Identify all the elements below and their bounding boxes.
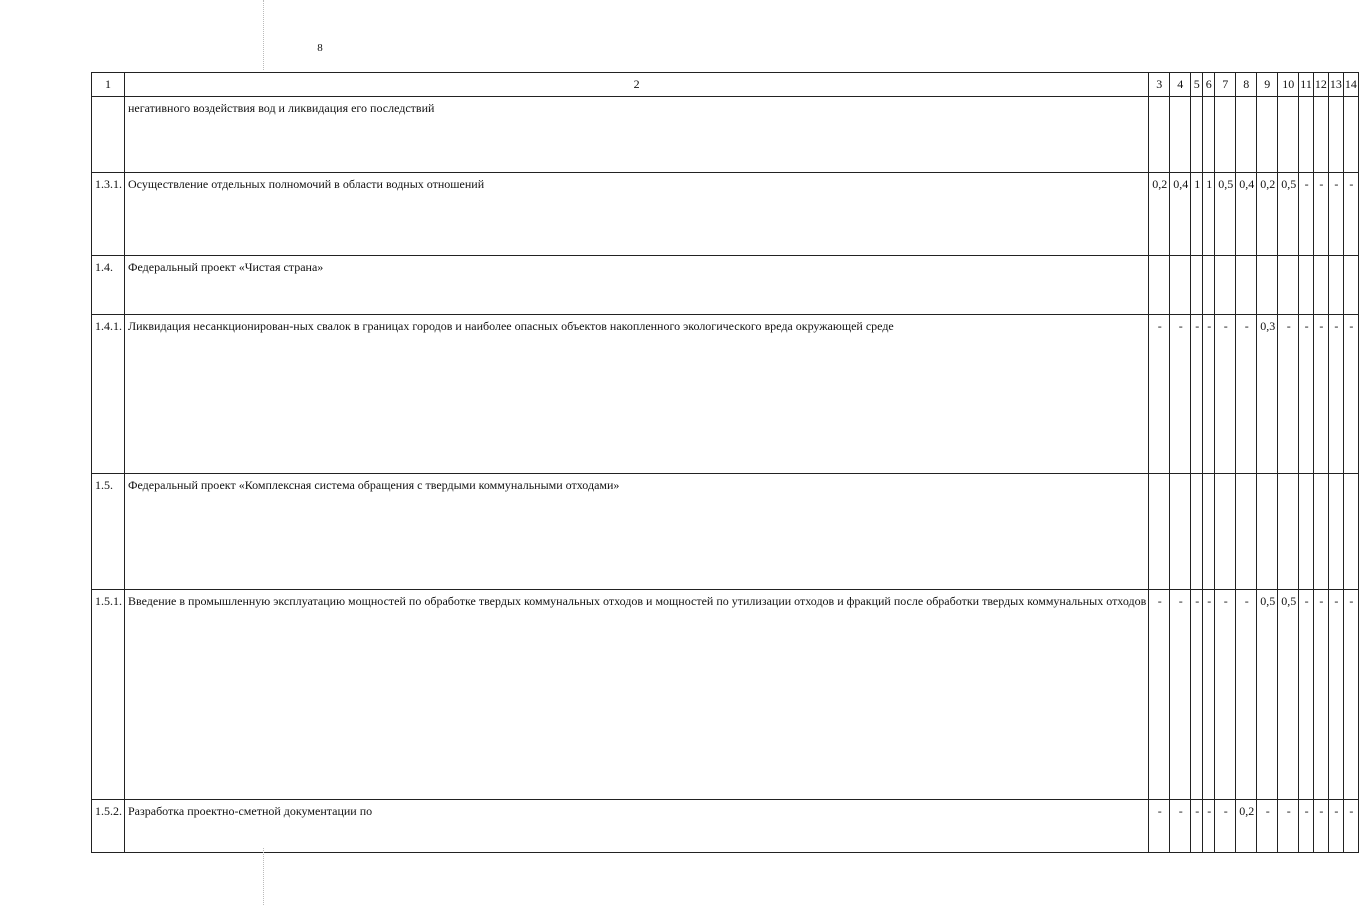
column-header: 8 — [1236, 73, 1257, 97]
row-value — [1343, 256, 1358, 315]
row-number: 1.5.2. — [92, 800, 125, 853]
row-value: - — [1215, 590, 1236, 800]
row-value — [1328, 256, 1343, 315]
row-value: - — [1328, 800, 1343, 853]
row-value — [1278, 256, 1299, 315]
row-value: 0,2 — [1149, 173, 1170, 256]
row-value — [1215, 97, 1236, 173]
row-value: - — [1170, 315, 1191, 474]
column-header: 5 — [1191, 73, 1203, 97]
row-name: Ликвидация несанкционирован-ных свалок в границах городов и наиболее опасных объектов накопленного экологического вреда окружающей среде — [125, 315, 1149, 474]
column-header: 2 — [125, 73, 1149, 97]
column-header: 3 — [1149, 73, 1170, 97]
row-value: - — [1313, 315, 1328, 474]
row-value — [1236, 474, 1257, 590]
row-value — [1343, 474, 1358, 590]
row-value: - — [1278, 800, 1299, 853]
row-value — [1170, 256, 1191, 315]
row-value: 1 — [1203, 173, 1215, 256]
row-value: - — [1313, 590, 1328, 800]
row-number: 1.5. — [92, 474, 125, 590]
row-value: - — [1191, 800, 1203, 853]
row-value: - — [1236, 315, 1257, 474]
row-name: Федеральный проект «Чистая страна» — [125, 256, 1149, 315]
row-name: Введение в промышленную эксплуатацию мощностей по обработке твердых коммунальных отходов и мощностей по утилизации отходов и фракций после обработки твердых коммунальных отходов — [125, 590, 1149, 800]
row-number: 1.4.1. — [92, 315, 125, 474]
row-value — [1203, 256, 1215, 315]
row-value: - — [1299, 315, 1314, 474]
row-value — [1149, 256, 1170, 315]
row-value: - — [1343, 173, 1358, 256]
row-number: 1.3.1. — [92, 173, 125, 256]
row-value: 1 — [1191, 173, 1203, 256]
table-row — [92, 315, 1359, 474]
row-value — [1170, 474, 1191, 590]
row-value — [1343, 97, 1358, 173]
row-value: - — [1191, 315, 1203, 474]
row-value — [1191, 97, 1203, 173]
table-row — [92, 590, 1359, 800]
page-number: 8 — [317, 42, 323, 54]
row-value: - — [1149, 315, 1170, 474]
row-value: 0,5 — [1278, 590, 1299, 800]
column-header: 7 — [1215, 73, 1236, 97]
row-value: - — [1203, 590, 1215, 800]
row-value: - — [1149, 590, 1170, 800]
column-header: 14 — [1343, 73, 1358, 97]
row-value: - — [1215, 315, 1236, 474]
row-value: - — [1313, 173, 1328, 256]
row-value: 0,4 — [1236, 173, 1257, 256]
row-value: - — [1299, 590, 1314, 800]
column-header: 12 — [1313, 73, 1328, 97]
data-table — [91, 72, 1359, 853]
row-value — [1236, 97, 1257, 173]
table-header-row — [92, 73, 1359, 97]
table-row — [92, 97, 1359, 173]
row-value — [1299, 256, 1314, 315]
row-value: - — [1328, 590, 1343, 800]
row-value: - — [1215, 800, 1236, 853]
row-value: 0,3 — [1257, 315, 1278, 474]
row-value — [1203, 474, 1215, 590]
column-header: 9 — [1257, 73, 1278, 97]
row-name: негативного воздействия вод и ликвидация его последствий — [125, 97, 1149, 173]
column-header: 4 — [1170, 73, 1191, 97]
row-value: - — [1149, 800, 1170, 853]
row-value: 0,5 — [1278, 173, 1299, 256]
row-value: - — [1343, 800, 1358, 853]
row-value: - — [1191, 590, 1203, 800]
row-value: - — [1299, 173, 1314, 256]
row-value — [1236, 256, 1257, 315]
row-value: - — [1257, 800, 1278, 853]
row-value — [1313, 474, 1328, 590]
row-value: - — [1170, 800, 1191, 853]
row-value: - — [1343, 590, 1358, 800]
row-name: Федеральный проект «Комплексная система обращения с твердыми коммунальными отходами» — [125, 474, 1149, 590]
row-value — [1257, 97, 1278, 173]
row-name: Осуществление отдельных полномочий в области водных отношений — [125, 173, 1149, 256]
row-value — [1170, 97, 1191, 173]
column-header: 10 — [1278, 73, 1299, 97]
row-value: 0,4 — [1170, 173, 1191, 256]
row-value — [1328, 474, 1343, 590]
row-number — [92, 97, 125, 173]
table-row — [92, 800, 1359, 853]
row-value: - — [1236, 590, 1257, 800]
column-header: 6 — [1203, 73, 1215, 97]
row-value: - — [1170, 590, 1191, 800]
row-value: 0,5 — [1215, 173, 1236, 256]
scan-fold-line — [263, 0, 264, 70]
row-value — [1191, 256, 1203, 315]
table-row — [92, 256, 1359, 315]
row-value — [1257, 256, 1278, 315]
row-value: - — [1278, 315, 1299, 474]
row-value — [1278, 97, 1299, 173]
column-header: 1 — [92, 73, 125, 97]
row-value: - — [1328, 315, 1343, 474]
row-value: - — [1328, 173, 1343, 256]
table-row — [92, 474, 1359, 590]
row-value: 0,5 — [1257, 590, 1278, 800]
row-value: - — [1203, 800, 1215, 853]
column-header: 13 — [1328, 73, 1343, 97]
row-name: Разработка проектно-сметной документации по — [125, 800, 1149, 853]
row-value: - — [1343, 315, 1358, 474]
row-value: 0,2 — [1236, 800, 1257, 853]
row-value — [1313, 256, 1328, 315]
row-value — [1191, 474, 1203, 590]
row-number: 1.4. — [92, 256, 125, 315]
row-value — [1149, 97, 1170, 173]
row-value: 0,2 — [1257, 173, 1278, 256]
row-value — [1299, 97, 1314, 173]
row-value: - — [1313, 800, 1328, 853]
row-value — [1215, 474, 1236, 590]
row-value: - — [1203, 315, 1215, 474]
column-header: 11 — [1299, 73, 1314, 97]
row-value: - — [1299, 800, 1314, 853]
row-value — [1149, 474, 1170, 590]
table-row — [92, 173, 1359, 256]
row-value — [1313, 97, 1328, 173]
row-value — [1278, 474, 1299, 590]
row-value — [1257, 474, 1278, 590]
row-value — [1203, 97, 1215, 173]
row-value — [1215, 256, 1236, 315]
scan-fold-line — [263, 848, 264, 905]
row-number: 1.5.1. — [92, 590, 125, 800]
row-value — [1328, 97, 1343, 173]
row-value — [1299, 474, 1314, 590]
